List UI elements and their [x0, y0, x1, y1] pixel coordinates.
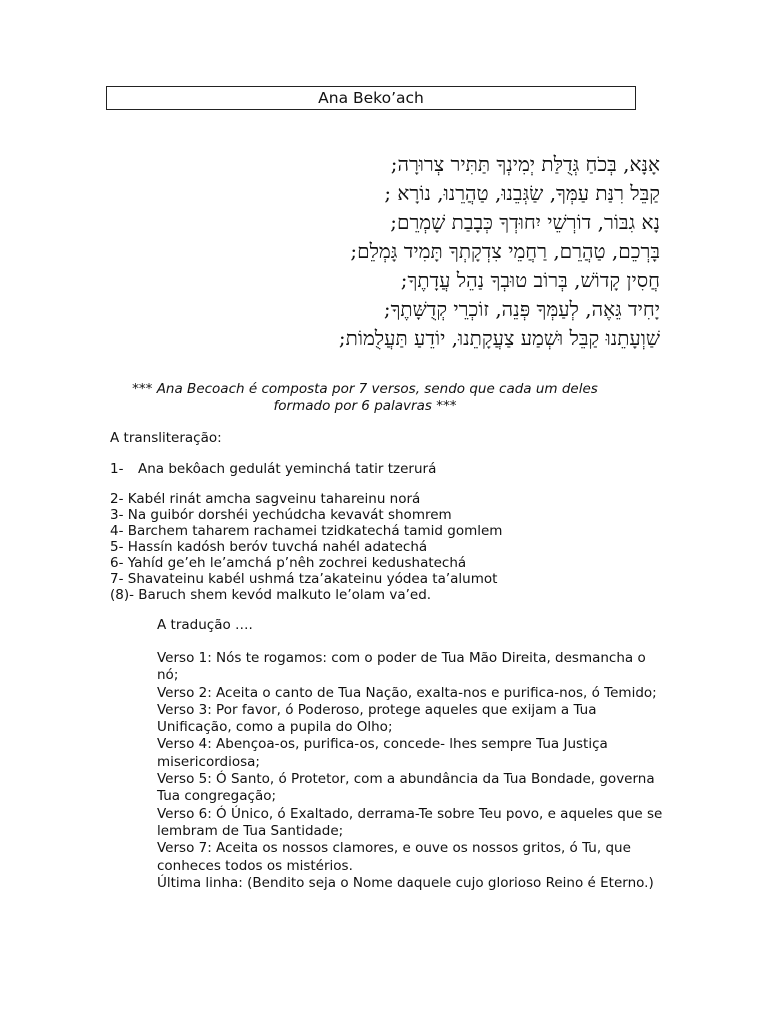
translation-list: [157, 650, 667, 892]
transliteration-line: 6- Yahíd ge’eh le’amchá p’nêh zochrei kedushatechá: [110, 555, 467, 571]
verse-translation: Verso 3: Por favor, ó Poderoso, protege aqueles que exijam a Tua Unificação, como a pupila do Olho;: [157, 701, 597, 736]
line-text: Ana bekôach gedulát yeminchá tatir tzerurá: [138, 461, 437, 477]
verse-translation: Verso 5: Ó Santo, ó Protetor, com a abundância da Tua Bondade, governa Tua congregação;: [157, 771, 655, 805]
verse-translation: Verso 4: Abençoa-os, purifica-os, concede- lhes sempre Tua Justiça misericordiosa;: [157, 736, 608, 770]
verse-translation: Verso 2: Aceita o canto de Tua Nação, exalta-nos e purifica-nos, ó Temido;: [157, 684, 657, 701]
transliteration-line: 4- Barchem taharem rachamei tzidkatechá tamid gomlem: [110, 523, 503, 539]
transliteration-line: [110, 461, 436, 477]
transliteration-line: 2- Kabél rinát amcha sagveinu tahareinu norá: [110, 491, 421, 507]
hebrew-line: אָנָּא, בְּכֹחַ גְּדֻלַּת יְמִינְךָ תַּתִּיר צְרוּרָה;: [390, 152, 660, 176]
transliteration-heading: A transliteração:: [110, 430, 222, 446]
verse-translation: Verso 1: Nós te rogamos: com o poder de Tua Mão Direita, desmancha o nó;: [157, 650, 646, 684]
translation-heading: A tradução ….: [157, 617, 253, 633]
hebrew-line: נָא גִבּוֹר, דוֹרְשֵׁי יִחוּדְךָ כְּבָבַת שָׁמְרֵם;: [390, 210, 660, 234]
document-title: Ana Beko’ach: [106, 86, 636, 110]
transliteration-list: [110, 491, 502, 603]
transliteration-line: 3- Na guibór dorshéi yechúdcha kevavát shomrem: [110, 507, 452, 523]
composition-note: [110, 381, 620, 415]
hebrew-prayer-block: [339, 150, 660, 353]
transliteration-line: 5- Hassín kadósh beróv tuvchá nahél adatechá: [110, 539, 428, 555]
hebrew-line: חֲסִין קָדוֹשׁ, בְּרוֹב טוּבְךָ נַהֵל עֲדָתֶךָ;: [400, 268, 660, 292]
note-line: formado por 6 palavras ***: [273, 398, 457, 414]
note-line: *** Ana Becoach é composta por 7 versos, sendo que cada um deles: [132, 381, 598, 397]
hebrew-line: יָחִיד גֵּאֶה, לְעַמְּךָ פְּנֵה, זוֹכְרֵי קְדֻשָּׁתֶךָ;: [383, 297, 660, 321]
hebrew-line: בָּרְכֵם, טַהֲרֵם, רַחֲמֵי צִדְקָתְךָ תָּמִיד גָּמְלֵם;: [350, 239, 660, 263]
hebrew-line: קַבֵּל רִנַּת עַמְּךָ, שַׂגְּבֵנוּ, טַהֲרֵנוּ, נוֹרָא ;: [384, 181, 660, 205]
verse-translation: Verso 6: Ó Único, ó Exaltado, derrama-Te sobre Teu povo, e aqueles que se lembram de Tua Santidade;: [157, 805, 663, 839]
verse-translation: Verso 7: Aceita os nossos clamores, e ouve os nossos gritos, ó Tu, que conheces todos os mistérios.: [157, 840, 631, 874]
hebrew-line: שַׁוְעָתֵנוּ קַבֵּל וּשְׁמַע צַעֲקָתֵנוּ, יוֹדֵעַ תַּעֲלֻמוֹת;: [338, 326, 660, 350]
line-number: 1-: [110, 461, 124, 477]
transliteration-line: 7- Shavateinu kabél ushmá tza’akateinu yódea ta’alumot: [110, 571, 498, 587]
transliteration-line: (8)- Baruch shem kevód malkuto le’olam va’ed.: [110, 587, 432, 603]
verse-translation: Última linha: (Bendito seja o Nome daquele cujo glorioso Reino é Eterno.): [157, 874, 654, 891]
